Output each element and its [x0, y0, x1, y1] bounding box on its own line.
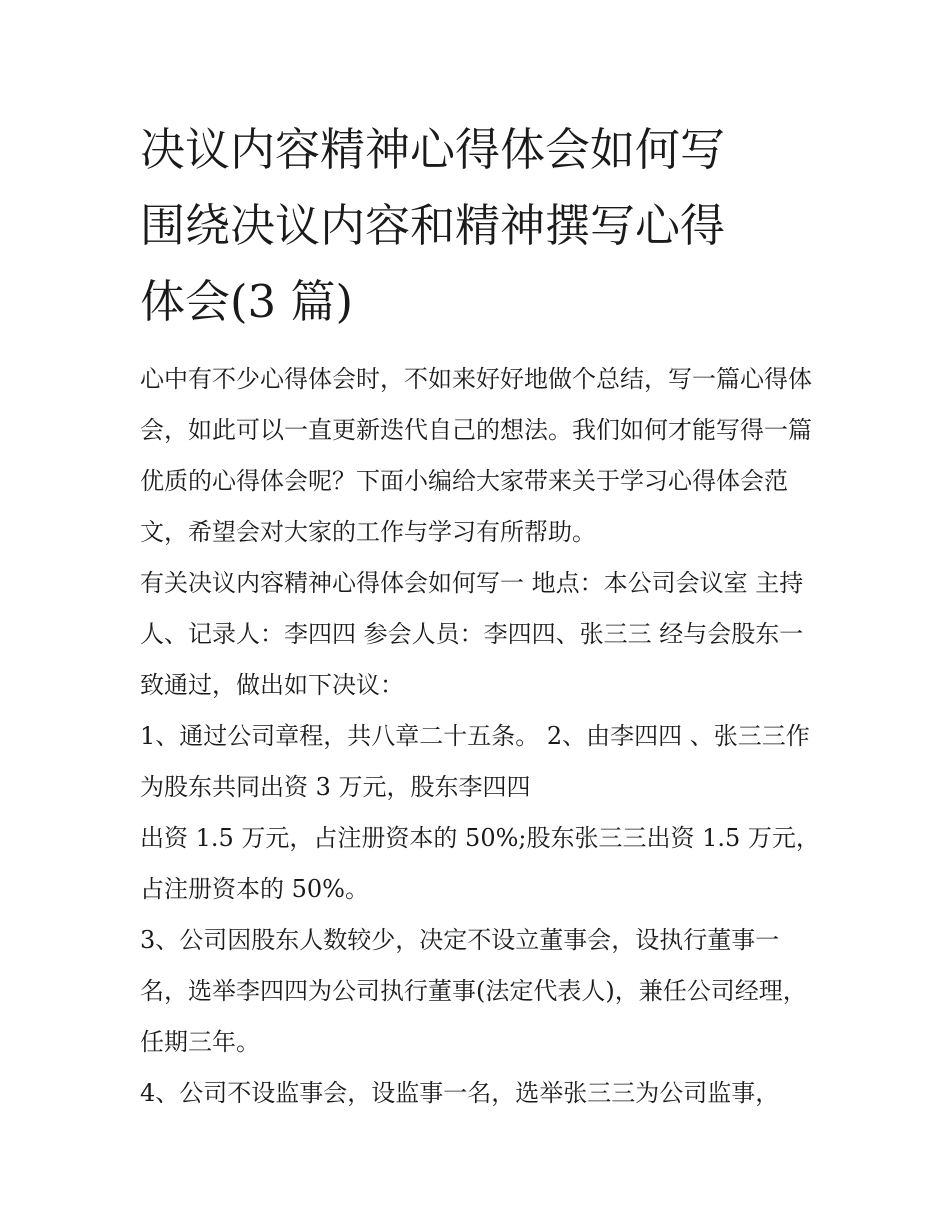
meeting-info-paragraph: 有关决议内容精神心得体会如何写一 地点：本公司会议室 主持人、记录人：李四四 参会人员：李四四、张三三 经与会股东一致通过，做出如下决议： [140, 569, 804, 699]
intro-paragraph: 心中有不少心得体会时，不如来好好地做个总结，写一篇心得体会，如此可以一直更新迭代自己的想法。我们如何才能写得一篇优质的心得体会呢？下面小编给大家带来关于学习心得体会范文，希望会对大家的工作与学习有所帮助。 [140, 365, 812, 546]
resolution-capital-detail: 出资 1.5 万元，占注册资本的 50%;股东张三三出资 1.5 万元，占注册资本的 50%。 [140, 824, 820, 903]
document-page [140, 112, 820, 1119]
title-line-2: 围绕决议内容和精神撰写心得 [140, 199, 726, 252]
document-title [140, 112, 820, 340]
resolution-item-1-2: 1、通过公司章程，共八章二十五条。 2、由李四四 、张三三作为股东共同出资 3 万元，股东李四四 [140, 722, 810, 801]
title-line-3: 体会(3 篇) [140, 275, 354, 328]
resolution-item-3: 3、公司因股东人数较少，决定不设立董事会，设执行董事一名，选举李四四为公司执行董事(法定代表人)，兼任公司经理，任期三年。 [140, 926, 807, 1056]
resolution-item-4: 4、公司不设监事会，设监事一名，选举张三三为公司监事， [140, 1079, 780, 1107]
title-line-1: 决议内容精神心得体会如何写 [140, 123, 726, 176]
